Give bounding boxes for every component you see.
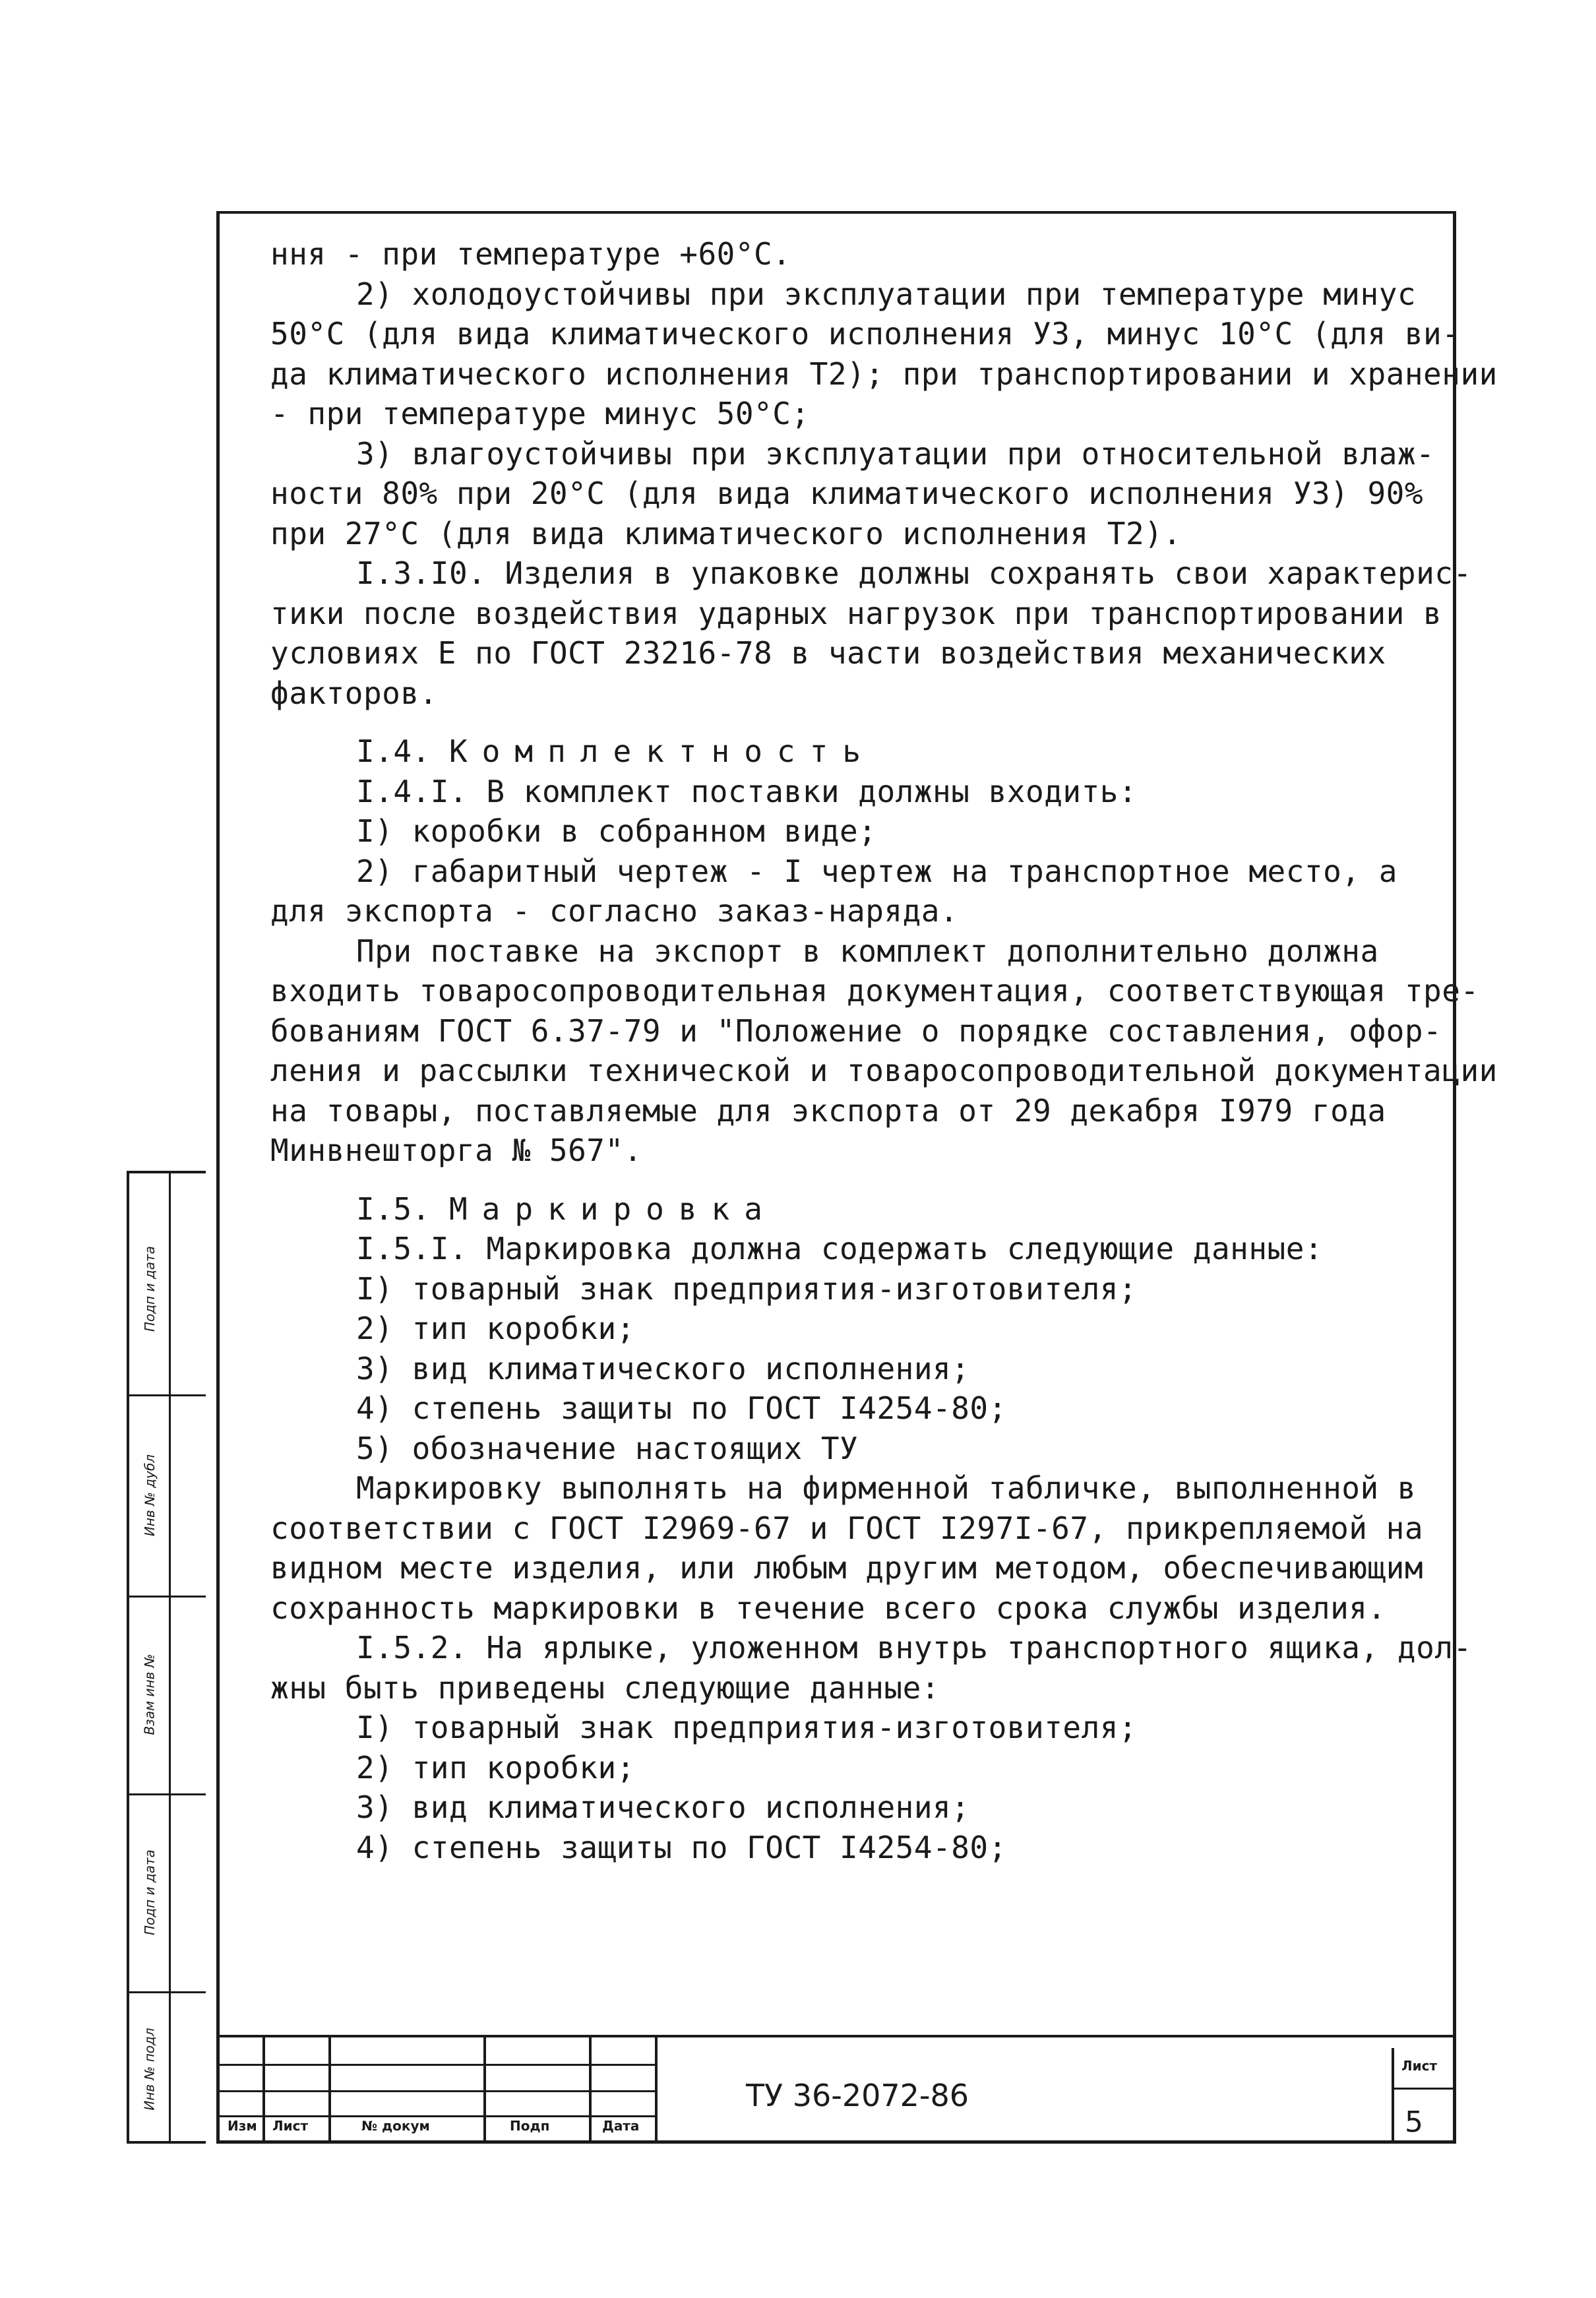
text-line: I.5.2. На ярлыке, уложенном внутрь транспортного ящика, дол- — [356, 1630, 1472, 1665]
text-line: I.5.I. Маркировка должна содержать следующие данные: — [356, 1231, 1324, 1266]
text-line: 50°С (для вида климатического исполнения У3, минус 10°С (для ви- — [270, 316, 1461, 352]
col-n-dokum: № докум — [361, 2118, 430, 2134]
text-line: I.4.I. В комплект поставки должны входить: — [356, 773, 1138, 809]
text-line: жны быть приведены следующие данные: — [270, 1669, 940, 1706]
text-line: тики после воздействия ударных нагрузок при транспортировании в — [270, 595, 1442, 631]
side-label-inv-podl: Инв № подл — [142, 2027, 158, 2111]
text-line: - при температуре минус 50°С; — [270, 396, 810, 431]
col-list: Лист — [272, 2118, 309, 2134]
section-number: I.5. — [356, 1191, 431, 1227]
text-line: соответствии с ГОСТ I2969-67 и ГОСТ I297I-67, прикрепляемой на — [270, 1510, 1424, 1546]
text-line: 2) тип коробки; — [356, 1311, 635, 1346]
text-line: 3) вид климатического исполнения; — [356, 1789, 970, 1825]
text-line: I) товарный знак предприятия-изготовителя; — [356, 1270, 1138, 1307]
section-title: Маркировка — [448, 1191, 777, 1227]
text-line: ления и рассылки технической и товаросопроводительной документации — [270, 1053, 1498, 1088]
text-line: 2) габаритный чертеж - I чертеж на транспортное место, а — [356, 853, 1397, 889]
text-line: I) коробки в собранном виде; — [356, 813, 877, 849]
section-title: Комплектность — [448, 733, 876, 769]
text-line: входить товаросопроводительная документация, соответствующая тре- — [270, 973, 1479, 1009]
text-line: 3) вид климатического исполнения; — [356, 1350, 970, 1386]
col-izm: Изм — [228, 2118, 257, 2134]
text-line: 2) тип коробки; — [356, 1749, 635, 1786]
text-line: 4) степень защиты по ГОСТ I4254-80; — [356, 1829, 1007, 1865]
text-line: I.3.I0. Изделия в упаковке должны сохранять свои характерис- — [356, 555, 1472, 591]
section-heading-1-4 — [270, 731, 1444, 772]
section-number: I.4. — [356, 733, 431, 769]
text-line: условиях Е по ГОСТ 23216-78 в части воздействия механических — [270, 635, 1386, 671]
text-line: для экспорта - согласно заказ-наряда. — [270, 893, 959, 929]
text-line: сохранность маркировки в течение всего срока службы изделия. — [270, 1590, 1386, 1626]
text-line: Минвнешторга № 567". — [270, 1133, 642, 1168]
sheet-number: 5 — [1405, 2105, 1423, 2139]
document-body — [270, 234, 1498, 1867]
text-line: на товары, поставляемые для экспорта от 29 декабря I979 года — [270, 1092, 1386, 1129]
text-line: При поставке на экспорт в комплект дополнительно должна — [356, 933, 1379, 969]
text-line: факторов. — [270, 675, 438, 711]
text-line: I) товарный знак предприятия-изготовителя; — [356, 1710, 1138, 1745]
text-line: Маркировку выполнять на фирменной табличке, выполненной в — [356, 1470, 1417, 1506]
text-line: 5) обозначение настоящих ТУ — [356, 1430, 859, 1466]
text-line: ння - при температуре +60°С. — [270, 236, 791, 272]
text-line: при 27°С (для вида климатического исполнения Т2). — [270, 515, 1182, 551]
text-line: 2) холодоустойчивы при эксплуатации при температуре минус — [356, 276, 1417, 312]
document-number: ТУ 36-2072-86 — [745, 2078, 969, 2113]
text-line: да климатического исполнения Т2); при транспортировании и хранении — [270, 356, 1498, 392]
side-label-podp-data: Подп и дата — [142, 1246, 158, 1332]
sheet-label: Лист — [1401, 2058, 1438, 2074]
text-line: видном месте изделия, или любым другим методом, обеспечивающим — [270, 1550, 1424, 1586]
side-label-inv-dubl: Инв № дубл — [142, 1454, 158, 1536]
col-data: Дата — [602, 2118, 640, 2134]
side-stamp-strip — [127, 1171, 206, 2144]
col-podp: Подп — [510, 2118, 550, 2134]
side-label-podp-data: Подп и дата — [142, 1849, 158, 1935]
text-line: 4) степень защиты по ГОСТ I4254-80; — [356, 1390, 1007, 1426]
text-line: ности 80% при 20°С (для вида климатического исполнения У3) 90% — [270, 476, 1424, 511]
text-line: бованиям ГОСТ 6.37-79 и "Положение о порядке составления, офор- — [270, 1012, 1442, 1049]
side-label-vzam-inv: Взам инв № — [142, 1654, 158, 1735]
text-line: 3) влагоустойчивы при эксплуатации при относительной влаж- — [356, 435, 1435, 472]
section-heading-1-5 — [270, 1189, 1444, 1229]
